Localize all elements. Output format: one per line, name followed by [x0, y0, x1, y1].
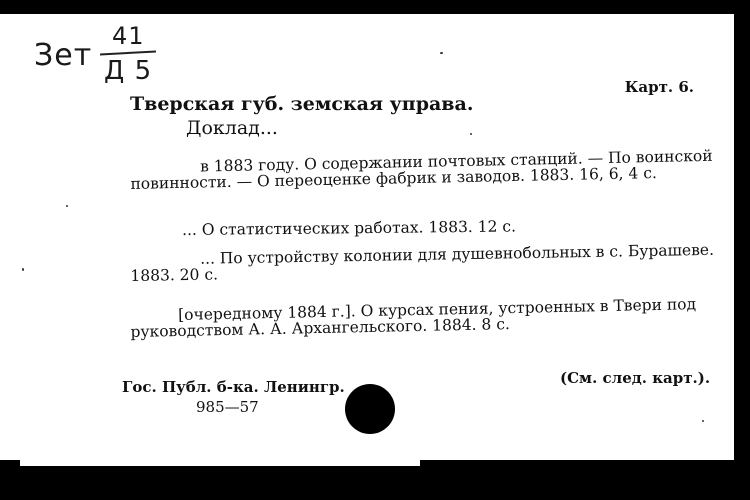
scan-speck	[440, 52, 443, 54]
entry-singing-courses: [очередному 1884 г.]. О курсах пения, устроенных в Твери под руководством А. А. Архангельского. 1884. 8 с.	[130, 295, 697, 341]
handwritten-label: Зет	[34, 38, 93, 73]
library-name: Гос. Публ. б-ка. Ленингр.	[122, 378, 345, 396]
handwritten-shelf-top: 41	[112, 22, 145, 50]
scan-border-gap	[20, 460, 420, 466]
see-next-card: (См. след. карт.).	[560, 369, 711, 387]
entry-1983-stations: в 1883 году. О содержании почтовых станций. — По воинской повинности. — О переоценке фабрик и заводов. 1883. 16, 6, 4 с.	[130, 146, 713, 193]
entry-statistics: ... О статистических работах. 1883. 12 с.	[181, 217, 517, 239]
scan-border-right	[734, 0, 750, 500]
handwritten-shelf-bottom: Д 5	[104, 56, 153, 86]
scan-speck	[470, 133, 472, 135]
scan-border-top	[0, 0, 750, 14]
scan-speck	[702, 420, 704, 422]
scan-speck	[22, 268, 24, 271]
scan-speck	[66, 205, 68, 207]
card-number: Карт. 6.	[624, 78, 694, 96]
card-subheading: Доклад...	[186, 117, 278, 139]
library-code: 985—57	[196, 398, 259, 416]
card-heading: Тверская губ. земская управа.	[130, 93, 474, 115]
scan-border-bottom	[0, 460, 750, 500]
entry-colony: ... По устройству колонии для душевнобольных в с. Бурашеве. 1883. 20 с.	[130, 240, 715, 285]
handwritten-fraction-line	[100, 51, 156, 56]
punch-hole	[345, 384, 395, 434]
